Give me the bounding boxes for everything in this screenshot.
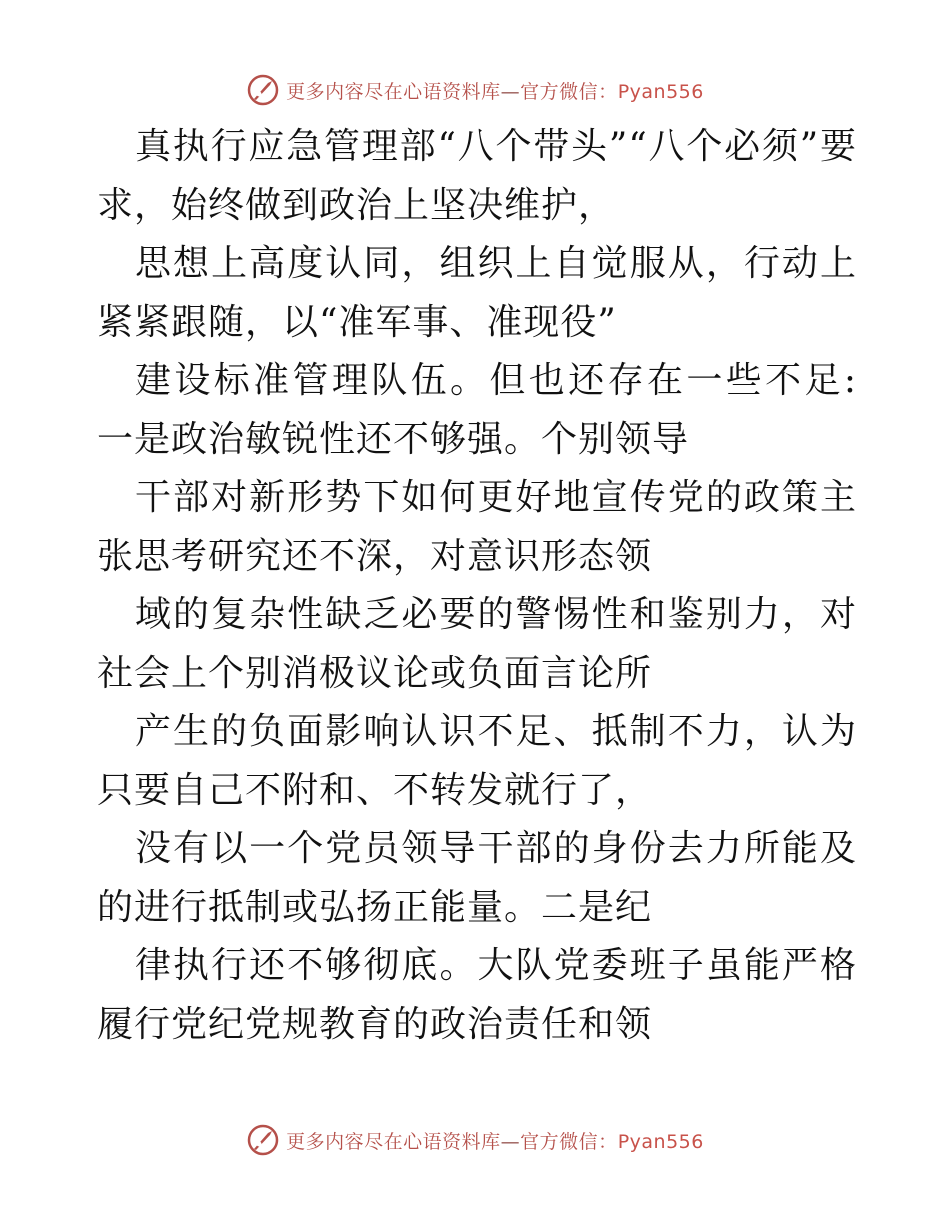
paragraph: 建设标准管理队伍。但也还存在一些不足: 一是政治敏锐性还不够强。个别领导 (97, 360, 857, 460)
paragraph: 产生的负面影响认识不足、抵制不力，认为只要自己不附和、不转发就行了， (97, 711, 857, 811)
paragraph: 思想上高度认同，组织上自觉服从，行动上紧紧跟随，以“准军事、准现役” (97, 243, 857, 343)
quill-logo-icon (246, 1123, 280, 1157)
header-watermark (0, 70, 950, 110)
document-body (97, 118, 857, 1054)
paragraph: 干部对新形势下如何更好地宣传党的政策主张思考研究还不深，对意识形态领 (97, 477, 857, 577)
footer-watermark (0, 1120, 950, 1160)
quill-logo-icon (246, 73, 280, 107)
watermark-text: 更多内容尽在心语资料库—官方微信：Pyan556 (286, 80, 704, 103)
watermark-text: 更多内容尽在心语资料库—官方微信：Pyan556 (286, 1130, 704, 1153)
paragraph: 律执行还不够彻底。大队党委班子虽能严格履行党纪党规教育的政治责任和领 (97, 945, 857, 1045)
watermark-group (246, 1123, 704, 1157)
watermark-group (246, 73, 704, 107)
paragraph: 真执行应急管理部“八个带头”“八个必须”要求，始终做到政治上坚决维护， (97, 126, 857, 226)
paragraph: 域的复杂性缺乏必要的警惕性和鉴别力，对社会上个别消极议论或负面言论所 (97, 594, 857, 694)
paragraph: 没有以一个党员领导干部的身份去力所能及的进行抵制或弘扬正能量。二是纪 (97, 828, 857, 928)
